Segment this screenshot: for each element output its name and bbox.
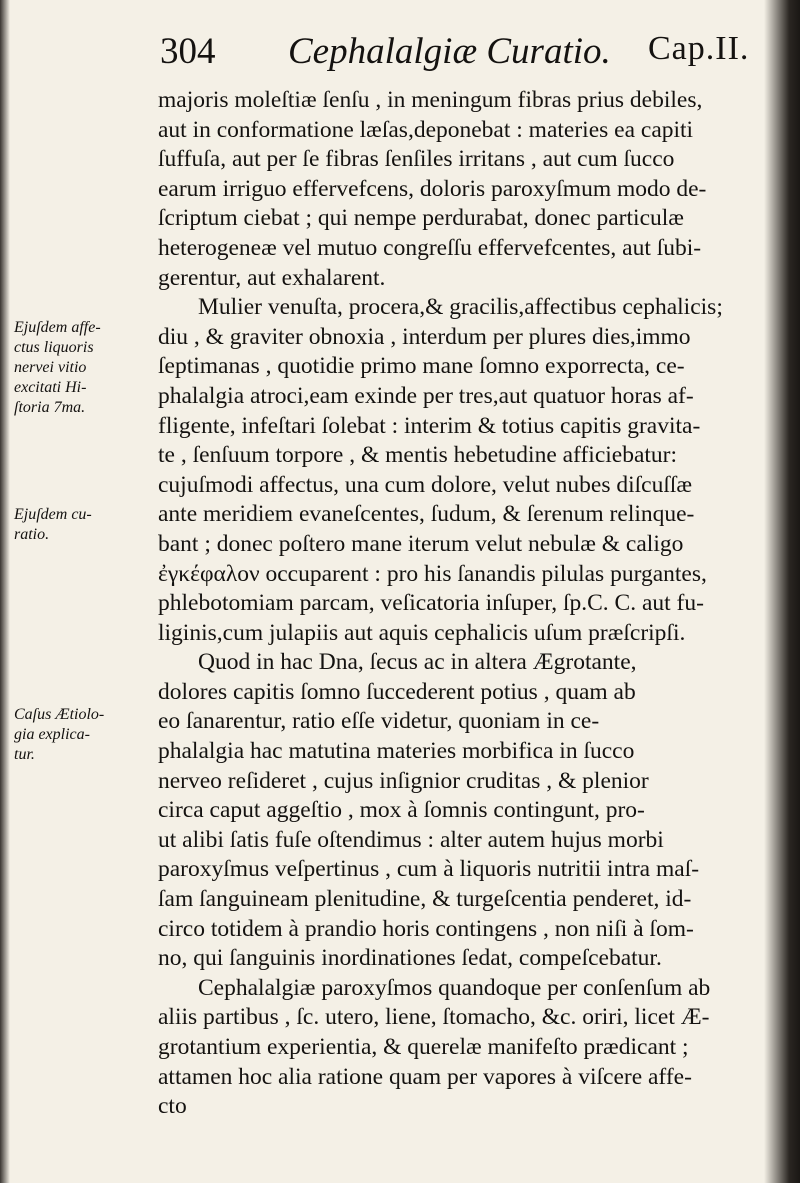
text-line: earum irriguo effervefcens, doloris paroxyſmum modo de- <box>158 175 707 202</box>
margin-note-historia <box>14 318 149 418</box>
text-line: circo totidem à prandio horis contingens , non niſi à ſom- <box>158 915 694 942</box>
text-line: grotantium experientia, & querelæ manifeſto prædicant ; <box>158 1034 689 1060</box>
text-line: paroxyſmus veſpertinus , cum à liquoris nutritii intra maſ- <box>158 856 700 883</box>
text-line: attamen hoc alia ratione quam per vapores à viſcere affe- <box>158 1063 692 1090</box>
page-edge-left <box>0 0 10 1183</box>
text-line: eo ſanarentur, ratio eſſe videtur, quoniam in ce- <box>158 708 600 735</box>
margin-note-aetiologia <box>14 705 149 765</box>
chapter-label: Cap.II. <box>648 30 750 67</box>
text-line: heterogeneæ vel mutuo congreſſu effervefcentes, aut ſubi- <box>158 234 702 261</box>
margin-note-line: Ejuſdem cu- <box>14 506 92 523</box>
page-edge-right <box>764 0 800 1183</box>
text-line: ſeptimanas , quotidie primo mane ſomno exporrecta, ce- <box>158 353 685 380</box>
text-line: ſam ſanguineam plenitudine, & turgeſcentia penderet, id- <box>158 886 692 913</box>
text-line: cto <box>158 1093 187 1120</box>
text-line: gerentur, aut exhalarent. <box>158 264 386 291</box>
body-text <box>158 86 766 1122</box>
margin-note-line: gia explica- <box>14 726 90 743</box>
text-line: te , ſenſuum torpore , & mentis hebetudine afficiebatur: <box>158 442 678 469</box>
margin-note-curatio <box>14 505 149 545</box>
text-line: ἐγκέφαλον occuparent : pro his ſanandis pilulas purgantes, <box>158 560 707 587</box>
text-line: ante meridiem evaneſcentes, ſudum, & ſerenum relinque- <box>158 501 695 528</box>
text-line: bant ; donec poſtero mane iterum velut nebulæ & caligo <box>158 530 684 557</box>
running-title: Cephalalgiæ Curatio. <box>288 31 611 72</box>
text-line: ut alibi ſatis fuſe oſtendimus : alter autem hujus morbi <box>158 826 664 853</box>
text-line: circa caput aggeſtio , mox à ſomnis contingunt, pro- <box>158 797 645 824</box>
margin-note-line: excitati Hi- <box>14 379 87 396</box>
text-line: Quod in hac Dna, ſecus ac in altera Ægrotante, <box>198 649 637 676</box>
margin-note-line: Caſus Ætiolo- <box>14 706 105 723</box>
margin-note-line: ratio. <box>14 526 50 543</box>
text-line: Cephalalgiæ paroxyſmos quandoque per conſenſum ab <box>198 974 711 1001</box>
text-line: phalalgia hac matutina materies morbifica in ſucco <box>158 738 635 765</box>
text-line: phlebotomiam parcam, veſicatoria inſuper, ſp.C. C. aut fu- <box>158 590 704 617</box>
text-line: diu , & graviter obnoxia , interdum per plures dies,immo <box>158 323 691 350</box>
text-line: Mulier venuſta, procera,& gracilis,affectibus cephalicis; <box>198 294 723 321</box>
margin-note-line: ſtoria 7ma. <box>14 399 86 416</box>
margin-note-line: tur. <box>14 746 35 763</box>
text-line: phalalgia atroci,eam exinde per tres,aut quatuor horas af- <box>158 382 694 409</box>
text-line: fligente, infeſtari ſolebat : interim & totius capitis gravita- <box>158 412 701 439</box>
text-line: aut in conformatione læſas,deponebat : materies ea capiti <box>158 116 694 143</box>
text-line: nerveo reſideret , cujus inſignior cruditas , & plenior <box>158 767 649 794</box>
text-line: dolores capitis ſomno ſuccederent potius , quam ab <box>158 678 636 705</box>
text-line: majoris moleſtiæ ſenſu , in meningum fibras prius debiles, <box>158 87 703 113</box>
margin-note-line: ctus liquoris <box>14 339 94 356</box>
text-line: liginis,cum julapiis aut aquis cephalicis uſum præſcripſi. <box>158 619 686 646</box>
text-line: aliis partibus , ſc. utero, liene, ſtomacho, &c. oriri, licet Æ- <box>158 1004 710 1031</box>
margin-note-line: Ejuſdem affe- <box>14 319 101 336</box>
margin-note-line: nervei vitio <box>14 359 87 376</box>
text-line: ſcriptum ciebat ; qui nempe perdurabat, donec particulæ <box>158 205 684 232</box>
page-number: 304 <box>160 31 216 72</box>
text-line: ſuffuſa, aut per ſe fibras ſenſiles irritans , aut cum ſucco <box>158 146 675 173</box>
text-line: no, qui ſanguinis inordinationes ſedat, compeſcebatur. <box>158 945 662 972</box>
running-header <box>160 30 770 86</box>
text-line: cujuſmodi affectus, una cum dolore, velut nubes diſcuſſæ <box>158 471 693 498</box>
